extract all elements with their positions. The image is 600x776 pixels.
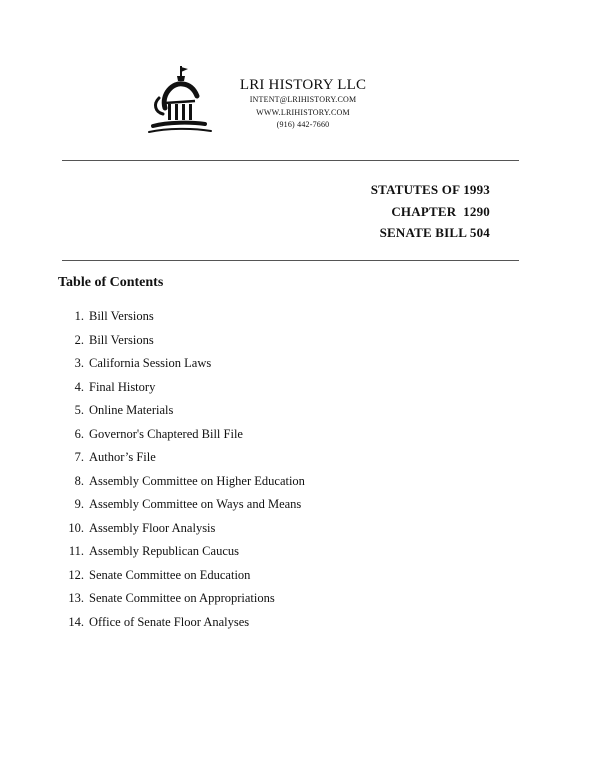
list-item [58, 472, 305, 496]
item-label: Office of Senate Floor Analyses [89, 614, 250, 629]
item-label: Assembly Republican Caucus [89, 544, 239, 558]
list-item [58, 378, 305, 402]
item-label: Assembly Floor Analysis [89, 520, 216, 535]
item-label: Online Materials [89, 403, 174, 417]
toc-heading: Table of Contents [58, 275, 164, 290]
item-number: 9. [74, 497, 84, 511]
list-item [58, 495, 305, 519]
list-item [58, 331, 305, 355]
list-item [58, 613, 305, 637]
list-item [58, 566, 305, 590]
section-divider [62, 260, 519, 261]
toc-list [58, 307, 305, 636]
phone-number: (916) 442-7660 [276, 120, 330, 129]
item-number: 7. [74, 450, 84, 464]
item-label: Bill Versions [89, 332, 154, 347]
item-number: 5. [74, 403, 84, 417]
chapter-number: CHAPTER 1290 [391, 203, 490, 219]
item-number: 4. [74, 379, 84, 394]
email-address: INTENT@LRIHISTORY.COM [249, 95, 357, 104]
item-label: Author’s File [89, 450, 156, 464]
list-item [58, 354, 305, 378]
item-label: Assembly Committee on Higher Education [89, 473, 305, 488]
statute-year: STATUTES OF 1993 [370, 182, 490, 197]
list-item [58, 542, 305, 566]
list-item [58, 519, 305, 543]
list-item [58, 425, 305, 449]
company-name: LRI HISTORY LLC [239, 77, 367, 93]
item-number: 12. [68, 567, 84, 582]
item-label: California Session Laws [89, 356, 212, 370]
item-number: 10. [68, 520, 84, 535]
item-number: 13. [68, 591, 84, 605]
item-label: Bill Versions [89, 309, 154, 323]
list-item [58, 401, 305, 425]
list-item [58, 448, 305, 472]
capitol-dome-icon [143, 64, 215, 140]
statute-reference [371, 179, 490, 244]
item-number: 14. [68, 614, 84, 629]
list-item [58, 307, 305, 331]
item-number: 1. [74, 309, 84, 323]
item-number: 8. [74, 473, 84, 488]
item-number: 11. [68, 544, 84, 558]
list-item [58, 589, 305, 613]
item-number: 3. [74, 356, 84, 370]
header-divider [62, 160, 519, 161]
letterhead [228, 76, 378, 132]
website-address: WWW.LRIHISTORY.COM [256, 107, 350, 117]
item-label: Governor's Chaptered Bill File [89, 426, 243, 441]
item-label: Final History [89, 379, 156, 394]
item-label: Senate Committee on Education [89, 567, 251, 582]
item-label: Senate Committee on Appropriations [89, 591, 275, 605]
item-number: 6. [74, 426, 84, 441]
bill-number: SENATE BILL 504 [379, 225, 490, 240]
item-number: 2. [74, 332, 84, 347]
item-label: Assembly Committee on Ways and Means [89, 497, 302, 511]
